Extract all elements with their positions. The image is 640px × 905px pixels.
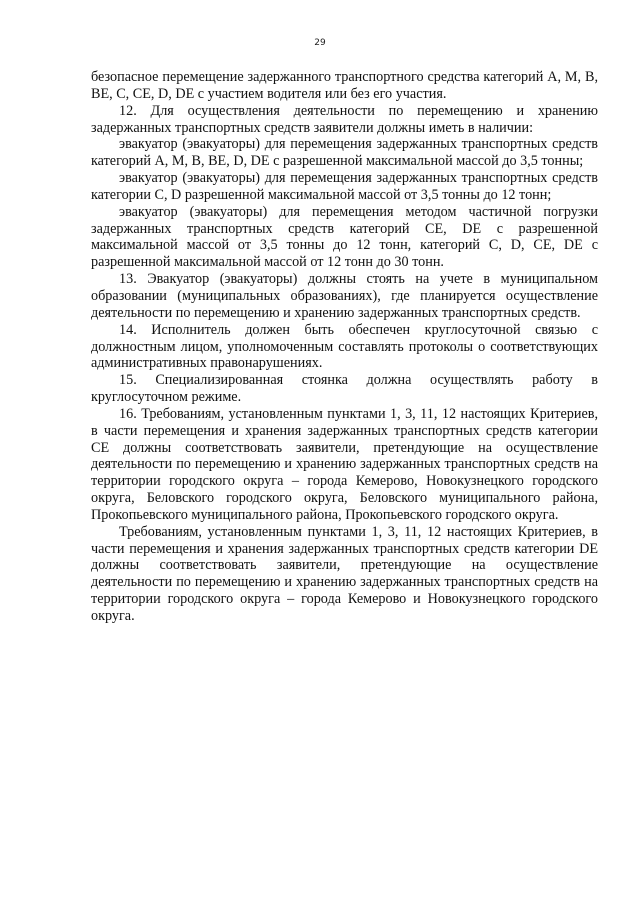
paragraph-5: эвакуатор (эвакуаторы) для перемещения методом частичной погрузки задержанных транспортных средств категорий СЕ, DE с разрешенной максимальной массой от 3,5 тонны до 12 тонн, категорий С, D, СЕ, DE с разрешенной максимальной массой от 12 тонн до 30 тонн.	[91, 203, 598, 271]
paragraph-6: 13. Эвакуатор (эвакуаторы) должны стоять на учете в муниципальном образовании (муниципальных образованиях), где планируется осуществление деятельности по перемещению и хранению задержанных транспортных средств.	[91, 271, 598, 321]
paragraph-7: 14. Исполнитель должен быть обеспечен круглосуточной связью с должностным лицом, уполномоченным составлять протоколы о соответствующих административных правонарушениях.	[91, 321, 598, 372]
paragraph-10: Требованиям, установленным пунктами 1, 3, 11, 12 настоящих Критериев, в части перемещения и хранения задержанных транспортных средств категории DE должны соответствовать заявители, претендующие на осуществление деятельности по перемещению и хранению задержанных транспортных средств на территории городского округа – города Кемерово и Новокузнецкого городского округа.	[91, 523, 598, 624]
paragraph-4: эвакуатор (эвакуаторы) для перемещения задержанных транспортных средств категории С, D разрешенной максимальной массой от 3,5 тонны до 12 тонн;	[91, 170, 598, 203]
paragraph-2: 12. Для осуществления деятельности по перемещению и хранению задержанных транспортных средств заявители должны иметь в наличии:	[91, 102, 598, 136]
document-body	[91, 69, 598, 625]
paragraph-9: 16. Требованиям, установленным пунктами 1, 3, 11, 12 настоящих Критериев, в части перемещения и хранения задержанных транспортных средств категории СЕ должны соответствовать заявители, претендующие на осуществление деятельности по перемещению и хранению задержанных транспортных средств на территории городского округа – города Кемерово, Новокузнецкого городского округа, Беловского городского округа, Беловского муниципального района, Прокопьевского муниципального района, Прокопьевского городского округа.	[91, 405, 598, 523]
page-number: 29	[314, 38, 326, 48]
paragraph-1: безопасное перемещение задержанного транспортного средства категорий А, М, В, ВЕ, С, СЕ, D, DE с участием водителя или без его участия.	[91, 69, 598, 102]
paragraph-3: эвакуатор (эвакуаторы) для перемещения задержанных транспортных средств категорий А, М, В, ВЕ, D, DE с разрешенной максимальной массой до 3,5 тонны;	[91, 136, 598, 170]
paragraph-8: 15. Специализированная стоянка должна осуществлять работу в круглосуточном режиме.	[91, 372, 598, 406]
